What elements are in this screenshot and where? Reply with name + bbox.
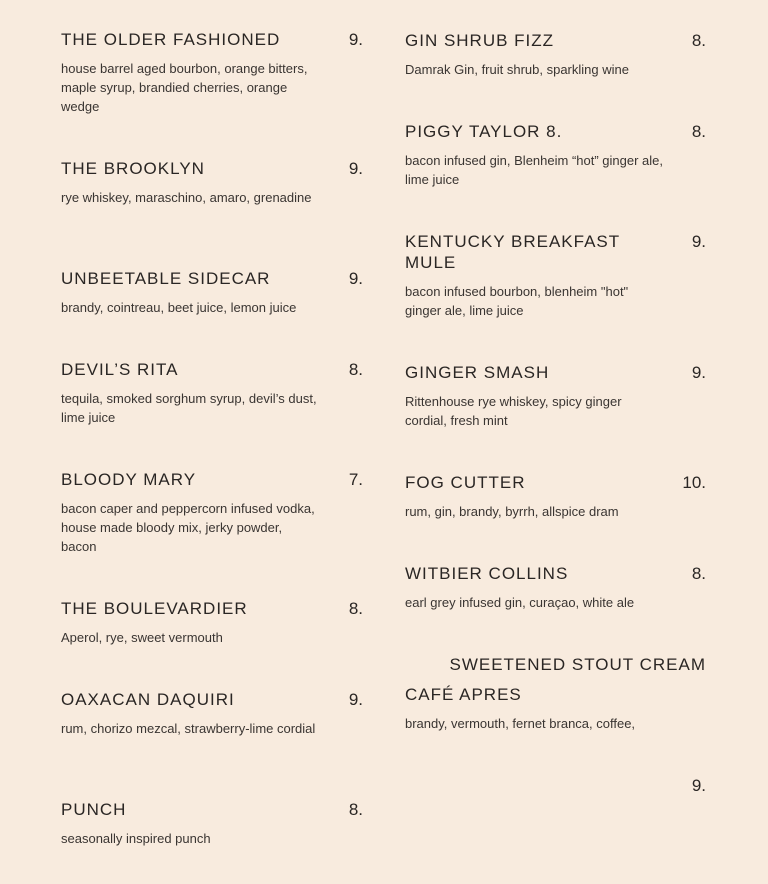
menu-item: [405, 30, 706, 79]
menu-item-name: KENTUCKY BREAKFAST MULE: [405, 232, 620, 272]
menu-item-name: PIGGY TAYLOR 8.: [405, 122, 563, 141]
menu-item-name: THE BOULEVARDIER: [61, 599, 248, 618]
menu-item-name: DEVIL’S RITA: [61, 360, 179, 379]
menu-item: [405, 362, 706, 430]
menu-item: [405, 472, 706, 521]
menu-item-price: 8.: [348, 800, 363, 819]
menu-item: [405, 684, 706, 733]
menu-item-name: CAFÉ APRES: [405, 685, 522, 704]
menu-item-price: 9.: [348, 159, 363, 178]
menu-item-name: THE BROOKLYN: [61, 159, 205, 178]
menu-item: [61, 359, 363, 427]
stray-section-heading: SWEETENED STOUT CREAM: [449, 655, 706, 674]
menu-item-name: THE OLDER FASHIONED: [61, 30, 281, 49]
menu-item-price: 9.: [348, 690, 363, 709]
menu-item-description: tequila, smoked sorghum syrup, devil’s dust, lime juice: [61, 391, 317, 425]
menu-item-price: 7.: [348, 470, 363, 489]
menu-item-name: OAXACAN DAQUIRI: [61, 690, 235, 709]
menu-item-description: Rittenhouse rye whiskey, spicy ginger cordial, fresh mint: [405, 394, 622, 428]
menu-item: [405, 563, 706, 612]
menu-item-price: 8.: [348, 599, 363, 618]
menu-item: [61, 689, 363, 738]
menu-item-name: WITBIER COLLINS: [405, 564, 569, 583]
menu-item-description: Aperol, rye, sweet vermouth: [61, 630, 223, 645]
menu-item-name: GIN SHRUB FIZZ: [405, 31, 555, 50]
menu-item: [405, 231, 706, 320]
menu-item-price: 9.: [691, 232, 706, 251]
menu-item: [61, 158, 363, 207]
menu-item-name: BLOODY MARY: [61, 470, 197, 489]
stray-price: 9.: [691, 776, 706, 795]
menu-item: [61, 469, 363, 556]
menu-item: [61, 598, 363, 647]
menu-item-description: earl grey infused gin, curaçao, white ale: [405, 595, 635, 610]
menu-item: [405, 121, 706, 189]
menu-item-name: PUNCH: [61, 800, 127, 819]
menu-item-description: rye whiskey, maraschino, amaro, grenadine: [61, 190, 312, 205]
menu-item: [61, 29, 363, 116]
menu-item-description: seasonally inspired punch: [61, 831, 211, 846]
menu-item-price: 8.: [691, 122, 706, 141]
menu-item-description: house barrel aged bourbon, orange bitters, maple syrup, brandied cherries, orange wedge: [61, 61, 308, 114]
menu-item-description: rum, gin, brandy, byrrh, allspice dram: [405, 504, 619, 519]
menu-item-description: bacon infused bourbon, blenheim "hot" ginger ale, lime juice: [405, 284, 629, 318]
menu-item-price: 8.: [691, 564, 706, 583]
menu-item-name: UNBEETABLE SIDECAR: [61, 269, 271, 288]
menu-item-description: bacon infused gin, Blenheim “hot” ginger ale, lime juice: [405, 153, 663, 187]
menu-item-name: GINGER SMASH: [405, 363, 550, 382]
menu-item-price: 9.: [348, 30, 363, 49]
menu-item-description: brandy, cointreau, beet juice, lemon juice: [61, 300, 297, 315]
menu-item: [61, 799, 363, 848]
menu-item-price: 9.: [691, 363, 706, 382]
menu-item-description: Damrak Gin, fruit shrub, sparkling wine: [405, 62, 629, 77]
menu-item-description: bacon caper and peppercorn infused vodka, house made bloody mix, jerky powder, bacon: [61, 501, 315, 554]
menu-item: [61, 268, 363, 317]
menu-item-name: FOG CUTTER: [405, 473, 526, 492]
menu-item-price: 8.: [348, 360, 363, 379]
menu-item-description: rum, chorizo mezcal, strawberry-lime cordial: [61, 721, 316, 736]
menu-item-price: 8.: [691, 31, 706, 50]
menu-item-price: 9.: [348, 269, 363, 288]
menu-item-price: 10.: [682, 473, 706, 492]
menu-item-description: brandy, vermouth, fernet branca, coffee,: [405, 716, 636, 731]
